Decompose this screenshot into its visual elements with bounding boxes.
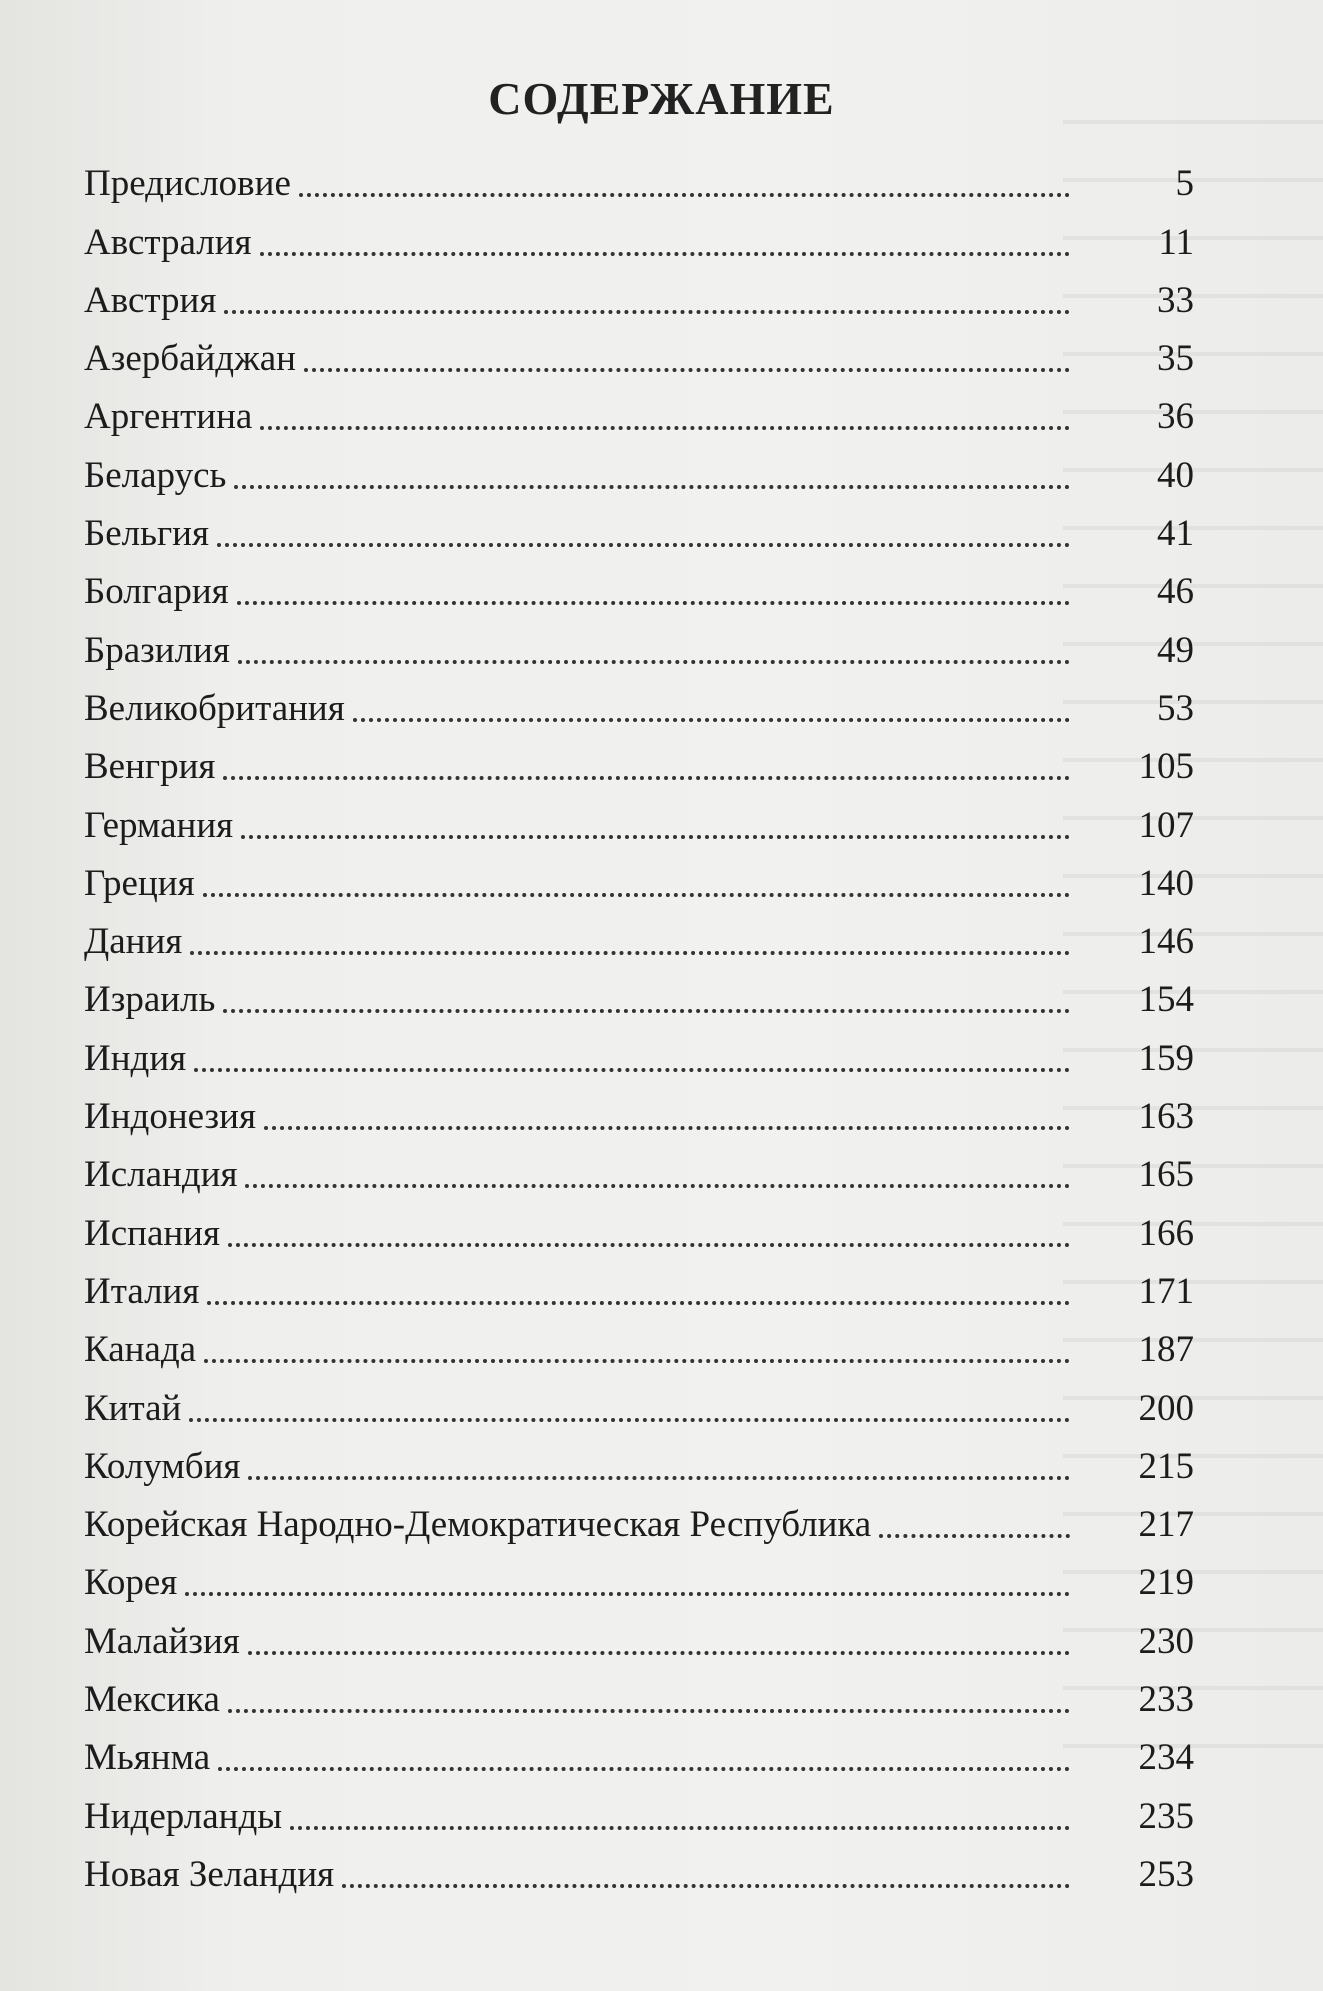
dot-leader (218, 1767, 1070, 1771)
dot-leader (237, 601, 1070, 605)
toc-entry (84, 1547, 1194, 1605)
toc-entry-title: Индия (84, 1037, 187, 1079)
toc-entry-title: Нидерланды (84, 1795, 283, 1837)
toc-entry-page-number: 159 (1138, 1037, 1194, 1079)
toc-entry-page-number: 163 (1138, 1096, 1194, 1138)
dot-leader (264, 1126, 1070, 1130)
dot-leader (290, 1826, 1070, 1830)
dot-leader (217, 543, 1070, 547)
toc-entry-title: Австрия (84, 279, 217, 321)
toc-entry-title: Италия (84, 1270, 200, 1312)
toc-entry-page-number: 5 (1175, 163, 1194, 205)
toc-entry (84, 673, 1194, 731)
dot-leader (260, 426, 1070, 430)
toc-entry (84, 1489, 1194, 1547)
toc-entry (84, 556, 1194, 614)
toc-entry-page-number: 46 (1157, 571, 1194, 613)
toc-entry-title: Бразилия (84, 629, 230, 671)
toc-entry (84, 964, 1194, 1022)
toc-entry-title: Азербайджан (84, 338, 296, 380)
toc-entry (84, 1081, 1194, 1139)
toc-entry-page-number: 253 (1138, 1853, 1194, 1895)
toc-entry-title: Китай (84, 1387, 182, 1429)
toc-entry (84, 1139, 1194, 1197)
toc-entry-title: Дания (84, 921, 183, 963)
toc-entry-title: Великобритания (84, 687, 345, 729)
toc-entry-page-number: 107 (1138, 804, 1194, 846)
toc-entry-title: Новая Зеландия (84, 1853, 335, 1895)
toc-entry-page-number: 33 (1157, 279, 1194, 321)
toc-entry (84, 381, 1194, 439)
toc-entry-title: Бельгия (84, 513, 210, 555)
toc-entry-page-number: 187 (1138, 1329, 1194, 1371)
toc-entry (84, 1372, 1194, 1430)
toc-entry-title: Индонезия (84, 1096, 256, 1138)
toc-entry-title: Аргентина (84, 396, 253, 438)
toc-entry (84, 789, 1194, 847)
toc-entry-title: Предисловие (84, 163, 291, 205)
toc-entry-page-number: 219 (1138, 1562, 1194, 1604)
toc-entry-title: Болгария (84, 571, 229, 613)
toc-entry-title: Исландия (84, 1154, 238, 1196)
toc-entry-title: Корея (84, 1562, 178, 1604)
toc-entry-page-number: 36 (1157, 396, 1194, 438)
toc-entry-page-number: 40 (1157, 454, 1194, 496)
dot-leader (223, 776, 1070, 780)
toc-entry-page-number: 230 (1138, 1620, 1194, 1662)
toc-entry-page-number: 35 (1157, 338, 1194, 380)
dot-leader (228, 1709, 1070, 1713)
dot-leader (241, 835, 1070, 839)
toc-entry (84, 1664, 1194, 1722)
dot-leader (203, 893, 1070, 897)
toc-entry-page-number: 140 (1138, 862, 1194, 904)
dot-leader (185, 1592, 1070, 1596)
toc-entry-page-number: 171 (1138, 1270, 1194, 1312)
toc-entry-title: Колумбия (84, 1445, 241, 1487)
toc-entry (84, 148, 1194, 206)
toc-entry-page-number: 53 (1157, 687, 1194, 729)
toc-entry (84, 1605, 1194, 1663)
dot-leader (248, 1476, 1070, 1480)
toc-entry (84, 1314, 1194, 1372)
dot-leader (260, 252, 1070, 256)
toc-entry-page-number: 200 (1138, 1387, 1194, 1429)
page-title: СОДЕРЖАНИЕ (488, 73, 835, 124)
toc-entry-title: Корейская Народно-Демократическая Республика (84, 1504, 872, 1546)
toc-entry (84, 848, 1194, 906)
toc-entry-title: Греция (84, 862, 195, 904)
toc-entry-title: Израиль (84, 979, 216, 1021)
toc-entry-page-number: 11 (1158, 221, 1194, 263)
dot-leader (353, 718, 1070, 722)
toc-entry (84, 1839, 1194, 1897)
toc-entry-page-number: 233 (1138, 1679, 1194, 1721)
toc-entry (84, 906, 1194, 964)
dot-leader (190, 951, 1070, 955)
dot-leader (245, 1184, 1070, 1188)
dot-leader (299, 193, 1070, 197)
toc-entry (84, 323, 1194, 381)
toc-entry-page-number: 154 (1138, 979, 1194, 1021)
dot-leader (248, 1651, 1070, 1655)
toc-entry (84, 614, 1194, 672)
dot-leader (207, 1301, 1070, 1305)
dot-leader (228, 1243, 1070, 1247)
toc-entry-page-number: 105 (1138, 746, 1194, 788)
dot-leader (194, 1068, 1070, 1072)
toc-entry-title: Мексика (84, 1679, 220, 1721)
dot-leader (204, 1359, 1070, 1363)
toc-entry-title: Австралия (84, 221, 252, 263)
toc-entry (84, 1022, 1194, 1080)
toc-entry-page-number: 235 (1138, 1795, 1194, 1837)
toc-entry-title: Венгрия (84, 746, 216, 788)
toc-entry-page-number: 41 (1157, 513, 1194, 555)
dot-leader (224, 310, 1070, 314)
toc-entry-page-number: 146 (1138, 921, 1194, 963)
toc-entry-title: Германия (84, 804, 234, 846)
toc-entry (84, 265, 1194, 323)
toc-entry (84, 1197, 1194, 1255)
toc-entry-title: Беларусь (84, 454, 227, 496)
dot-leader (234, 485, 1070, 489)
toc-entry-page-number: 165 (1138, 1154, 1194, 1196)
toc-entry (84, 206, 1194, 264)
dot-leader (238, 660, 1070, 664)
toc-entry (84, 498, 1194, 556)
toc-entry-title: Мьянма (84, 1737, 211, 1779)
toc-entry-page-number: 217 (1138, 1504, 1194, 1546)
toc-entry-page-number: 49 (1157, 629, 1194, 671)
toc-entry (84, 731, 1194, 789)
toc-entry-title: Испания (84, 1212, 220, 1254)
toc-entry-page-number: 215 (1138, 1445, 1194, 1487)
dot-leader (304, 368, 1070, 372)
toc-entry-title: Малайзия (84, 1620, 240, 1662)
toc-entry-page-number: 166 (1138, 1212, 1194, 1254)
dot-leader (342, 1884, 1070, 1888)
toc-entry (84, 1431, 1194, 1489)
dot-leader (189, 1418, 1070, 1422)
toc-entry (84, 1780, 1194, 1838)
table-of-contents (84, 148, 1194, 1897)
toc-entry-page-number: 234 (1138, 1737, 1194, 1779)
dot-leader (879, 1534, 1070, 1538)
toc-entry (84, 439, 1194, 497)
toc-entry-title: Канада (84, 1329, 197, 1371)
toc-entry (84, 1722, 1194, 1780)
dot-leader (223, 1009, 1070, 1013)
toc-entry (84, 1256, 1194, 1314)
